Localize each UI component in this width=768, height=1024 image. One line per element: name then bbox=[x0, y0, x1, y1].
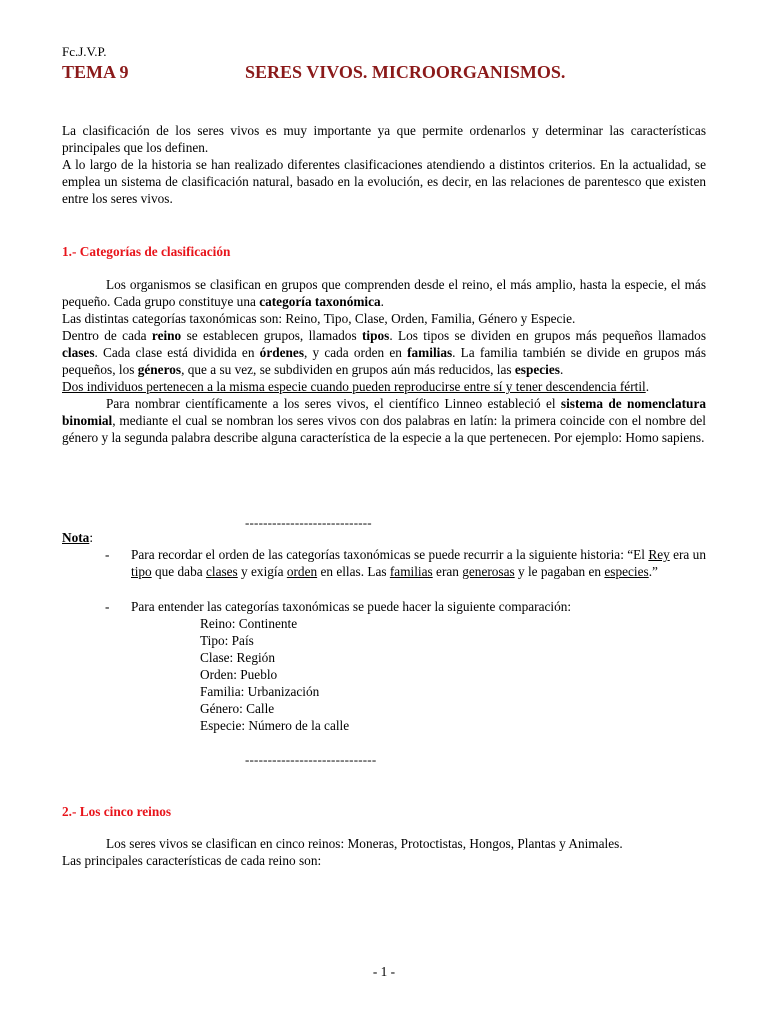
intro-text bbox=[62, 122, 706, 207]
text-run: Para recordar el orden de las categorías taxonómicas se puede recurrir a la siguiente historia: “El bbox=[131, 547, 649, 562]
comparison-item: Clase: Región bbox=[200, 650, 275, 665]
note-heading: Nota bbox=[62, 530, 90, 545]
text-run: Para nombrar científicamente a los seres vivos, el científico Linneo estableció el bbox=[106, 396, 561, 411]
bold-term: géneros bbox=[137, 362, 182, 377]
paragraph bbox=[62, 378, 706, 395]
bold-term: sistema de nomenclatura binomial bbox=[62, 396, 706, 428]
bullet-text bbox=[131, 546, 706, 580]
text-run: y exigía bbox=[237, 564, 287, 579]
underlined-word: Rey bbox=[648, 547, 670, 562]
bold-term: familias bbox=[407, 345, 453, 360]
bullet-text: Para entender las categorías taxonómicas se puede hacer la siguiente comparación: bbox=[131, 599, 572, 614]
underlined-word: especies bbox=[604, 564, 649, 579]
text-run: . bbox=[645, 379, 650, 394]
bold-term: categoría taxonómica bbox=[259, 294, 381, 309]
separator-line: ----------------------------- bbox=[245, 752, 377, 767]
comparison-item: Tipo: País bbox=[200, 633, 254, 648]
text-run: , mediante el cual se nombran los seres vivos con dos palabras en latín: la primera coincide con el nombre del género y la segunda palabra describe alguna característica de la especie a la que pertenecen. Por ejemplo: Homo sapiens. bbox=[62, 413, 706, 445]
bold-term: órdenes bbox=[259, 345, 304, 360]
text-run: que daba bbox=[151, 564, 206, 579]
paragraph bbox=[62, 276, 706, 310]
bullet-dash: - bbox=[105, 599, 110, 614]
separator-line: ---------------------------- bbox=[245, 515, 372, 530]
page-number: - 1 - bbox=[372, 964, 396, 979]
underlined-word: clases bbox=[205, 564, 238, 579]
underlined-statement: Dos individuos pertenecen a la misma especie cuando pueden reproducirse entre sí y tener descendencia fértil bbox=[62, 379, 646, 394]
section-1-title: 1.- Categorías de clasificación bbox=[62, 244, 231, 259]
underlined-word: generosas bbox=[462, 564, 515, 579]
intro-paragraph: A lo largo de la historia se han realizado diferentes clasificaciones atendiendo a distintos criterios. En la actualidad, se emplea un sistema de clasificación natural, basado en la evolución, es decir, en las relaciones de parentesco que existen entre los seres vivos. bbox=[62, 157, 706, 206]
text-run: y le pagaban en bbox=[514, 564, 605, 579]
comparison-item: Especie: Número de la calle bbox=[200, 718, 350, 733]
text-run: . La familia también se divide en grupos más pequeños, los bbox=[62, 345, 707, 377]
text-run: . Cada clase está dividida en bbox=[94, 345, 260, 360]
underlined-word: familias bbox=[389, 564, 433, 579]
text-run: en ellas. Las bbox=[317, 564, 390, 579]
intro-paragraph: La clasificación de los seres vivos es muy importante ya que permite ordenarlos y determinar las características principales que los definen. bbox=[62, 123, 706, 155]
page-title bbox=[62, 62, 712, 86]
note-bullet bbox=[105, 546, 706, 580]
text-run: : bbox=[89, 530, 94, 545]
author-tag: Fc.J.V.P. bbox=[62, 44, 107, 59]
text-run: se establecen grupos, llamados bbox=[181, 328, 362, 343]
bullet-dash: - bbox=[105, 547, 110, 562]
section-1-body bbox=[62, 276, 706, 446]
comparison-item: Orden: Pueblo bbox=[200, 667, 278, 682]
paragraph bbox=[62, 395, 706, 446]
text-run: , y cada orden en bbox=[304, 345, 408, 360]
text-run: .” bbox=[648, 564, 658, 579]
bold-term: clases bbox=[62, 345, 95, 360]
topic-number: TEMA 9 bbox=[62, 62, 129, 82]
comparison-list bbox=[200, 615, 349, 734]
text-run: . bbox=[559, 362, 564, 377]
underlined-word: tipo bbox=[131, 564, 152, 579]
paragraph bbox=[62, 327, 706, 378]
comparison-item: Género: Calle bbox=[200, 701, 275, 716]
text-run: era un bbox=[669, 547, 706, 562]
text-run: , que a su vez, se subdividen en grupos aún más reducidos, las bbox=[181, 362, 515, 377]
bold-term: reino bbox=[151, 328, 182, 343]
note-bullet bbox=[105, 598, 706, 615]
underlined-word: orden bbox=[286, 564, 318, 579]
text-run: Dentro de cada bbox=[62, 328, 152, 343]
text-run: . bbox=[380, 294, 384, 309]
paragraph: Las distintas categorías taxonómicas son: Reino, Tipo, Clase, Orden, Familia, Género y Especie. bbox=[62, 311, 576, 326]
bold-term: tipos bbox=[361, 328, 390, 343]
note-label bbox=[62, 529, 93, 546]
topic-title: SERES VIVOS. MICROORGANISMOS. bbox=[245, 62, 566, 82]
comparison-item: Reino: Continente bbox=[200, 616, 298, 631]
bold-term: especies bbox=[514, 362, 560, 377]
text-run: Los organismos se clasifican en grupos que comprenden desde el reino, el más amplio, hasta la especie, el más pequeño. Cada grupo constituye una bbox=[62, 277, 706, 309]
text-run: . Los tipos se dividen en grupos más pequeños llamados bbox=[389, 328, 706, 343]
paragraph: Las principales características de cada reino son: bbox=[62, 853, 322, 868]
section-2-body bbox=[62, 835, 706, 869]
comparison-item: Familia: Urbanización bbox=[200, 684, 320, 699]
section-2-title: 2.- Los cinco reinos bbox=[62, 804, 172, 819]
text-run: eran bbox=[432, 564, 463, 579]
paragraph: Los seres vivos se clasifican en cinco reinos: Moneras, Protoctistas, Hongos, Plantas y Animales. bbox=[106, 836, 623, 851]
